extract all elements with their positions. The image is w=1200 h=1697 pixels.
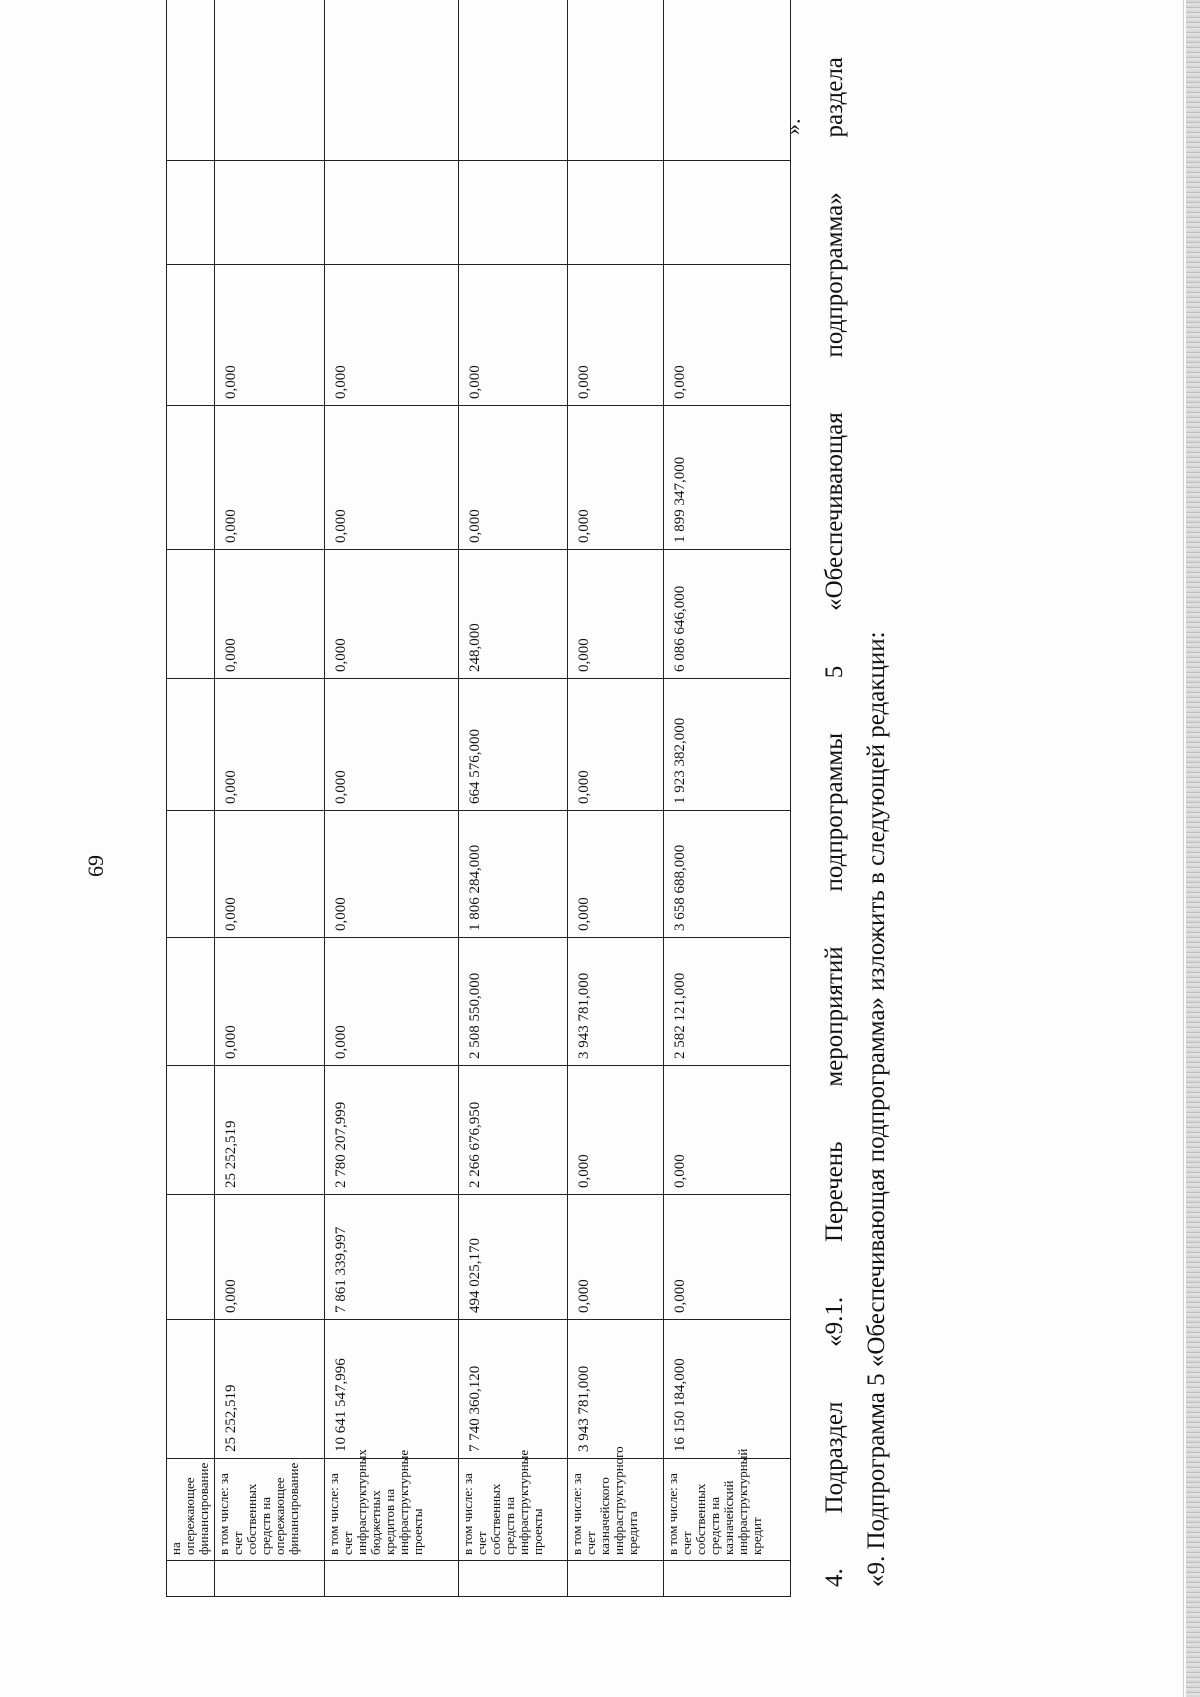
empty-cell — [167, 161, 215, 265]
table-row — [215, 0, 324, 1597]
value-cell: 0,000 — [215, 265, 324, 406]
financing-table — [166, 0, 791, 1597]
value-cell: 0,000 — [215, 938, 324, 1066]
paragraph-word: 4. — [821, 1568, 848, 1587]
paragraph-line-2: «9. Подпрограмма 5 «Обеспечивающая подпрограмма» изложить в следующей редакции: — [863, 631, 890, 1587]
value-cell: 3 943 781,000 — [567, 938, 663, 1066]
value-cell: 2 582 121,000 — [664, 938, 791, 1066]
empty-cell — [324, 161, 458, 265]
value-cell: 0,000 — [215, 811, 324, 938]
value-cell: 25 252,519 — [215, 1320, 324, 1459]
value-cell: 0,000 — [567, 1195, 663, 1320]
table-row — [167, 0, 215, 1597]
value-cell: 2 780 207,999 — [324, 1066, 458, 1195]
value-cell: 1 899 347,000 — [664, 406, 791, 550]
value-cell: 0,000 — [664, 265, 791, 406]
table-row — [324, 0, 458, 1597]
empty-cell — [167, 0, 215, 161]
value-cell: 0,000 — [567, 811, 663, 938]
empty-cell — [215, 161, 324, 265]
value-cell: 494 025,170 — [458, 1195, 567, 1320]
paragraph-word: Перечень — [821, 1141, 848, 1243]
paragraph-word: 5 — [821, 665, 848, 679]
value-cell: 0,000 — [458, 265, 567, 406]
value-cell — [167, 550, 215, 679]
empty-cell — [324, 0, 458, 161]
value-cell: 2 266 676,950 — [458, 1066, 567, 1195]
value-cell: 0,000 — [458, 406, 567, 550]
value-cell: 0,000 — [567, 679, 663, 811]
value-cell: 0,000 — [215, 406, 324, 550]
value-cell: 7 861 339,997 — [324, 1195, 458, 1320]
row-label: на опережающее финансирование — [167, 1459, 215, 1561]
page-number: 69 — [83, 855, 108, 877]
value-cell — [167, 811, 215, 938]
empty-cell — [458, 0, 567, 161]
value-cell: 0,000 — [567, 1066, 663, 1195]
empty-cell — [215, 1561, 324, 1597]
value-cell: 0,000 — [324, 938, 458, 1066]
value-cell: 0,000 — [215, 550, 324, 679]
value-cell — [167, 1066, 215, 1195]
value-cell: 0,000 — [567, 550, 663, 679]
empty-cell — [324, 1561, 458, 1597]
value-cell: 0,000 — [324, 265, 458, 406]
paragraph-word: «9.1. — [821, 1296, 848, 1347]
value-cell — [167, 1320, 215, 1459]
value-cell: 0,000 — [324, 406, 458, 550]
value-cell: 7 740 360,120 — [458, 1320, 567, 1459]
closing-quote: ». — [780, 118, 805, 135]
empty-cell — [458, 161, 567, 265]
paragraph-line-1 — [818, 57, 852, 1587]
empty-cell — [167, 1561, 215, 1597]
value-cell: 1 806 284,000 — [458, 811, 567, 938]
value-cell: 0,000 — [664, 1066, 791, 1195]
value-cell: 248,000 — [458, 550, 567, 679]
value-cell: 0,000 — [567, 406, 663, 550]
value-cell: 0,000 — [567, 265, 663, 406]
paragraph-word: Подраздел — [821, 1401, 848, 1514]
value-cell: 0,000 — [324, 679, 458, 811]
empty-cell — [664, 161, 791, 265]
row-label: в том числе: за счет казначейского инфраструктурного кредита — [567, 1459, 663, 1561]
value-cell: 25 252,519 — [215, 1066, 324, 1195]
table-row — [567, 0, 663, 1597]
value-cell: 2 508 550,000 — [458, 938, 567, 1066]
paragraph-word: подпрограммы — [821, 732, 848, 892]
empty-cell — [458, 1561, 567, 1597]
value-cell: 16 150 184,000 — [664, 1320, 791, 1459]
value-cell: 0,000 — [664, 1195, 791, 1320]
paragraph-word: подпрограмма» — [821, 192, 848, 358]
table-row — [664, 0, 791, 1597]
value-cell: 0,000 — [215, 1195, 324, 1320]
value-cell: 0,000 — [324, 550, 458, 679]
paragraph-word: «Обеспечивающая — [821, 412, 848, 611]
empty-cell — [664, 1561, 791, 1597]
empty-cell — [567, 161, 663, 265]
value-cell — [167, 406, 215, 550]
paragraph-word: мероприятий — [821, 946, 848, 1087]
paragraph-word: раздела — [821, 57, 848, 138]
empty-cell — [567, 1561, 663, 1597]
value-cell — [167, 1195, 215, 1320]
value-cell: 0,000 — [215, 679, 324, 811]
value-cell: 1 923 382,000 — [664, 679, 791, 811]
value-cell: 664 576,000 — [458, 679, 567, 811]
value-cell — [167, 679, 215, 811]
row-label: в том числе: за счет собственных средств на опережающее финансирование — [215, 1459, 324, 1561]
value-cell: 3 943 781,000 — [567, 1320, 663, 1459]
value-cell: 10 641 547,996 — [324, 1320, 458, 1459]
row-label: в том числе: за счет собственных средств на казначейский инфраструктурный кредит — [664, 1459, 791, 1561]
value-cell: 0,000 — [324, 811, 458, 938]
empty-cell — [567, 0, 663, 161]
value-cell: 6 086 646,000 — [664, 550, 791, 679]
value-cell: 3 658 688,000 — [664, 811, 791, 938]
value-cell — [167, 938, 215, 1066]
table-row — [458, 0, 567, 1597]
value-cell — [167, 265, 215, 406]
row-label: в том числе: за счет собственных средств на инфраструктурные проекты — [458, 1459, 567, 1561]
empty-cell — [664, 0, 791, 161]
empty-cell — [215, 0, 324, 161]
row-label: в том числе: за счет инфраструктурных бюджетных кредитов на инфраструктурные проекты — [324, 1459, 458, 1561]
